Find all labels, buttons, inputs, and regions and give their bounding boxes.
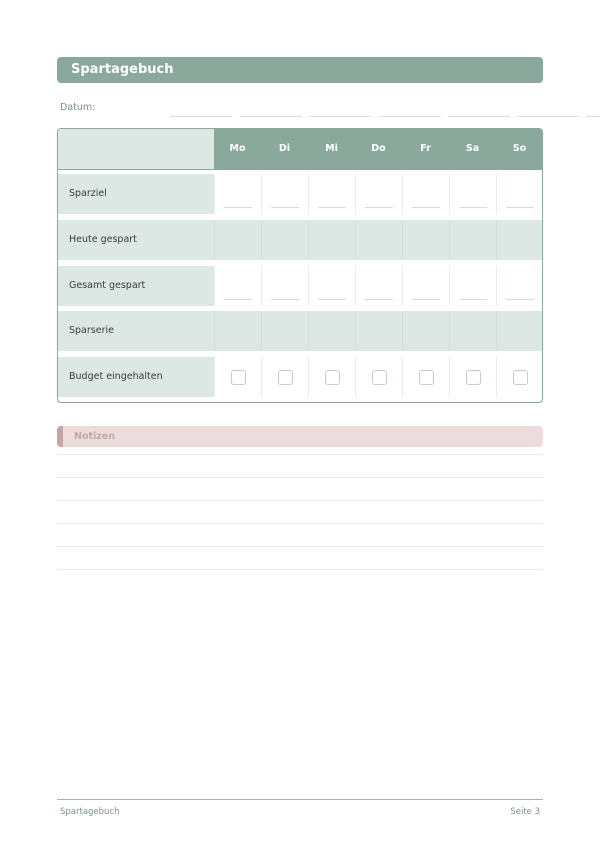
table-row-label — [58, 266, 214, 306]
table-cell[interactable] — [402, 266, 449, 306]
table-cell[interactable] — [355, 220, 402, 260]
footer-divider — [57, 799, 543, 800]
day-header: Do — [371, 143, 386, 154]
table-cell[interactable] — [214, 311, 261, 351]
table-row-label — [58, 357, 214, 397]
table-cell[interactable] — [355, 266, 402, 306]
table-cell[interactable] — [261, 220, 308, 260]
day-header: Mo — [229, 143, 246, 154]
table-cell[interactable] — [449, 357, 496, 397]
day-header: Fr — [420, 143, 431, 154]
table-row-label — [58, 174, 214, 214]
notes-accent — [57, 426, 63, 447]
entry-underline — [506, 299, 534, 300]
notes-line[interactable] — [57, 546, 543, 547]
footer-doc-title: Spartagebuch — [60, 807, 120, 817]
notes-title: Notizen — [74, 431, 116, 442]
table-cell[interactable] — [308, 220, 355, 260]
table-cell[interactable] — [308, 311, 355, 351]
date-entry-line[interactable] — [448, 116, 510, 117]
table-cell[interactable] — [355, 357, 402, 397]
notes-line[interactable] — [57, 569, 543, 570]
table-cell[interactable] — [308, 357, 355, 397]
table-cell[interactable] — [214, 174, 261, 214]
entry-underline — [506, 207, 534, 208]
entry-underline — [459, 299, 487, 300]
table-cell[interactable] — [402, 311, 449, 351]
notes-line[interactable] — [57, 454, 543, 455]
table-cell[interactable] — [449, 311, 496, 351]
table-cell[interactable] — [402, 174, 449, 214]
checkbox[interactable] — [231, 370, 246, 385]
table-row-label — [58, 220, 214, 260]
table-cell[interactable] — [496, 357, 543, 397]
table-cell[interactable] — [449, 266, 496, 306]
checkbox[interactable] — [419, 370, 434, 385]
table-cell[interactable] — [261, 266, 308, 306]
footer-page-number: Seite 3 — [510, 807, 540, 817]
checkbox[interactable] — [325, 370, 340, 385]
table-cell[interactable] — [308, 174, 355, 214]
table-cell[interactable] — [261, 174, 308, 214]
row-label-text: Sparserie — [69, 325, 114, 336]
entry-underline — [271, 299, 299, 300]
notes-line[interactable] — [57, 500, 543, 501]
table-header-corner — [58, 129, 214, 169]
table-cell[interactable] — [496, 174, 543, 214]
table-cell[interactable] — [214, 266, 261, 306]
row-label-text: Budget eingehalten — [69, 371, 163, 382]
date-label: Datum: — [60, 102, 96, 113]
date-entry-line[interactable] — [170, 116, 232, 117]
entry-underline — [412, 299, 440, 300]
entry-underline — [224, 207, 252, 208]
table-header-days — [214, 129, 542, 169]
notes-line[interactable] — [57, 523, 543, 524]
date-entry-line[interactable] — [240, 116, 302, 117]
table-cell[interactable] — [308, 266, 355, 306]
entry-underline — [412, 207, 440, 208]
table-cell[interactable] — [214, 220, 261, 260]
table-cell[interactable] — [355, 174, 402, 214]
date-entry-line[interactable] — [309, 116, 371, 117]
table-cell[interactable] — [261, 311, 308, 351]
row-label-text: Sparziel — [69, 188, 107, 199]
day-header: Mi — [325, 143, 338, 154]
week-table — [57, 128, 543, 403]
table-cell[interactable] — [402, 357, 449, 397]
entry-underline — [271, 207, 299, 208]
entry-underline — [318, 207, 346, 208]
table-cell[interactable] — [496, 311, 543, 351]
row-label-text: Heute gespart — [69, 234, 137, 245]
day-header: Di — [278, 143, 291, 154]
table-row-label — [58, 311, 214, 351]
page-title: Spartagebuch — [71, 62, 174, 77]
notes-header — [57, 426, 543, 447]
date-entry-line[interactable] — [586, 116, 600, 117]
day-header: Sa — [465, 143, 480, 154]
row-label-text: Gesamt gespart — [69, 280, 146, 291]
checkbox[interactable] — [372, 370, 387, 385]
table-cell[interactable] — [402, 220, 449, 260]
checkbox[interactable] — [466, 370, 481, 385]
notes-line[interactable] — [57, 477, 543, 478]
table-cell[interactable] — [496, 220, 543, 260]
checkbox[interactable] — [513, 370, 528, 385]
table-header-divider — [58, 169, 542, 170]
date-entry-line[interactable] — [379, 116, 441, 117]
entry-underline — [318, 299, 346, 300]
table-cell[interactable] — [214, 357, 261, 397]
entry-underline — [459, 207, 487, 208]
table-cell[interactable] — [496, 266, 543, 306]
page-title-bar — [57, 57, 543, 83]
entry-underline — [365, 299, 393, 300]
table-cell[interactable] — [261, 357, 308, 397]
table-cell[interactable] — [449, 174, 496, 214]
day-header: So — [512, 143, 527, 154]
checkbox[interactable] — [278, 370, 293, 385]
table-cell[interactable] — [449, 220, 496, 260]
entry-underline — [365, 207, 393, 208]
table-cell[interactable] — [355, 311, 402, 351]
entry-underline — [224, 299, 252, 300]
date-entry-line[interactable] — [517, 116, 579, 117]
